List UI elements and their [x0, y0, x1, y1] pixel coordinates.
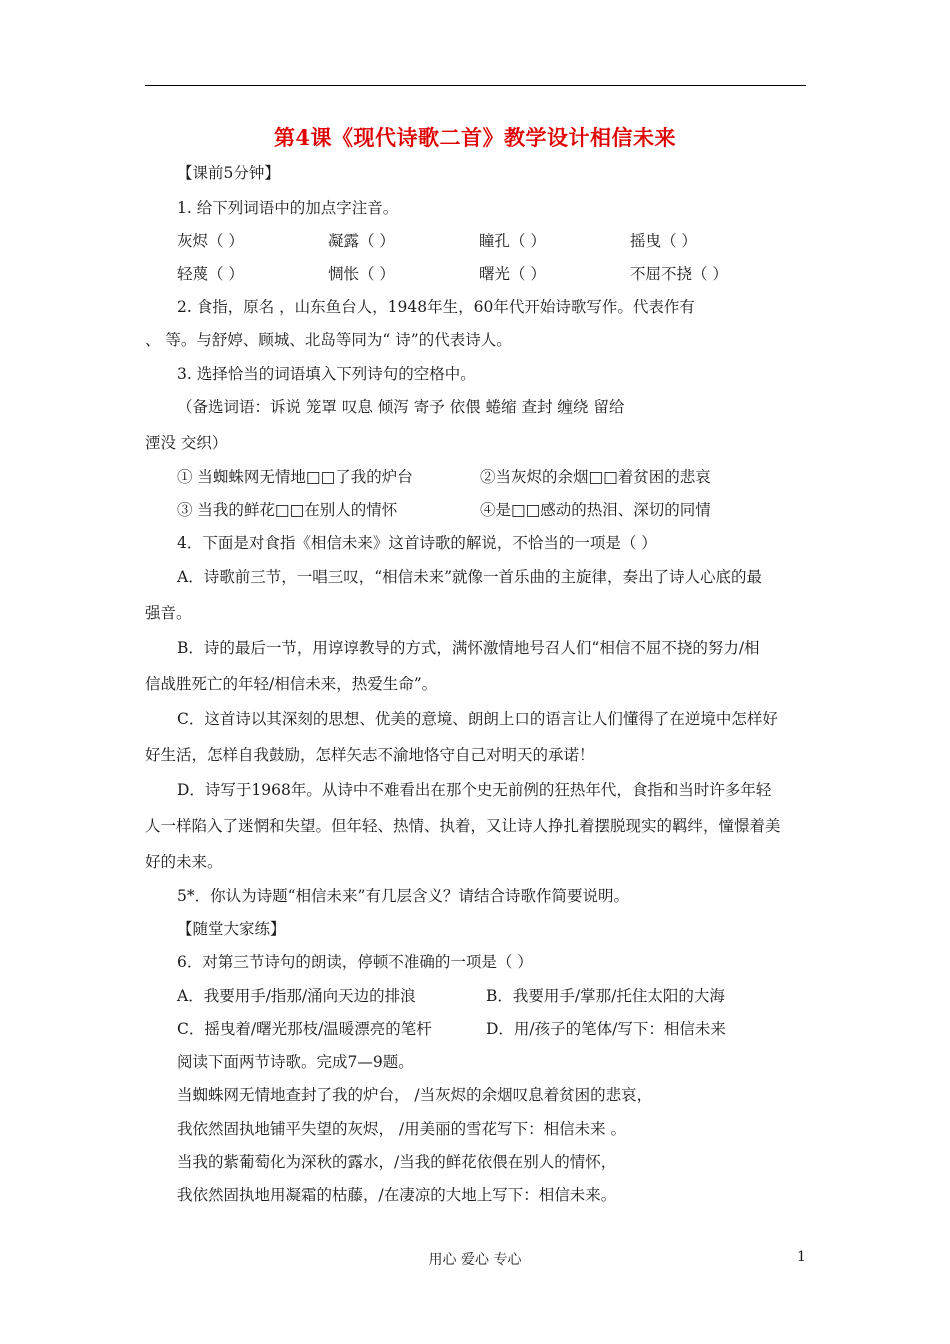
reading-intro: 阅读下面两节诗歌。完成7—9题。 — [177, 1053, 414, 1071]
q6-prompt: 6．对第三节诗句的朗读，停顿不准确的一项是（ ） — [177, 953, 533, 971]
header-rule — [145, 85, 806, 86]
q6-option: C．摇曳着/曙光那枝/温暖漂亮的笔杆 — [177, 1020, 432, 1038]
q3-word-bank: （备选词语：诉说 笼罩 叹息 倾泻 寄予 依偎 蜷缩 查封 缠绕 留给 — [177, 398, 625, 416]
page-title: 第4课《现代诗歌二首》教学设计相信未来 — [273, 125, 677, 150]
q1-item: 摇曳（ ） — [630, 232, 697, 250]
q4-option: 人一样陷入了迷惘和失望。但年轻、热情、执着，又让诗人挣扎着摆脱现实的羁绊，憧憬着美 — [145, 817, 781, 835]
q2-line: 、 等。与舒婷、顾城、北岛等同为“ 诗”的代表诗人。 — [145, 331, 512, 349]
q1-prompt: 1. 给下列词语中的加点字注音。 — [177, 199, 399, 217]
poem-line: 当我的紫葡萄化为深秋的露水，/当我的鲜花依偎在别人的情怀， — [177, 1153, 617, 1171]
q4-option: 信战胜死亡的年轻/相信未来，热爱生命”。 — [145, 675, 438, 693]
poem-line: 我依然固执地铺平失望的灰烬， /用美丽的雪花写下：相信未来 。 — [177, 1120, 627, 1138]
q3-sentence: ②当灰烬的余烟□□着贫困的悲哀 — [480, 468, 711, 486]
q1-item: 轻蔑（ ） — [177, 265, 244, 283]
q3-word-bank: 湮没 交织） — [145, 434, 228, 452]
q4-option: 好生活，怎样自我鼓励，怎样矢志不渝地恪守自己对明天的承诺！ — [145, 746, 595, 764]
q4-option: 好的未来。 — [145, 853, 223, 871]
q3-sentence: ④是□□感动的热泪、深切的同情 — [480, 501, 711, 519]
q4-prompt: 4．下面是对食指《相信未来》这首诗歌的解说，不恰当的一项是（ ） — [177, 534, 657, 552]
section-heading-in-class: 【随堂大家练】 — [177, 920, 286, 938]
q2-line: 2. 食指，原名 ，山东鱼台人，1948年生，60年代开始诗歌写作。代表作有 — [177, 298, 695, 316]
q6-option: D．用/孩子的笔体/写下：相信未来 — [486, 1020, 726, 1038]
q3-sentence: ③ 当我的鲜花□□在别人的情怀 — [177, 501, 398, 519]
q4-option: A．诗歌前三节，一唱三叹，“相信未来”就像一首乐曲的主旋律，奏出了诗人心底的最 — [177, 568, 763, 586]
q4-option: 强音。 — [145, 604, 192, 622]
section-heading-pre-class: 【课前5分钟】 — [177, 164, 280, 182]
q3-sentence: ① 当蜘蛛网无情地□□了我的炉台 — [177, 468, 413, 486]
q6-option: A．我要用手/指那/涌向天边的排浪 — [177, 987, 416, 1005]
poem-line: 当蜘蛛网无情地查封了我的炉台， /当灰烬的余烟叹息着贫困的悲哀， — [177, 1086, 653, 1104]
q1-item: 惆怅（ ） — [328, 265, 395, 283]
q4-option: C．这首诗以其深刻的思想、优美的意境、朗朗上口的语言让人们懂得了在逆境中怎样好 — [177, 710, 778, 728]
q4-option: D．诗写于1968年。从诗中不难看出在那个史无前例的狂热年代，食指和当时许多年轻 — [177, 781, 772, 799]
q3-prompt: 3. 选择恰当的词语填入下列诗句的空格中。 — [177, 365, 476, 383]
q5-prompt: 5*．你认为诗题“相信未来”有几层含义？请结合诗歌作简要说明。 — [177, 887, 629, 905]
poem-line: 我依然固执地用凝霜的枯藤，/在凄凉的大地上写下：相信未来。 — [177, 1186, 617, 1204]
q1-item: 不屈不挠（ ） — [630, 265, 728, 283]
page-footer: 用心 爱心 专心 — [428, 1252, 522, 1268]
page-number: 1 — [797, 1249, 806, 1265]
q6-option: B．我要用手/掌那/托住太阳的大海 — [486, 987, 725, 1005]
q1-item: 灰烬（ ） — [177, 232, 244, 250]
q1-item: 瞳孔（ ） — [479, 232, 546, 250]
q1-item: 凝露（ ） — [328, 232, 395, 250]
q4-option: B．诗的最后一节，用谆谆教导的方式，满怀激情地号召人们“相信不屈不挠的努力/相 — [177, 639, 760, 657]
q1-item: 曙光（ ） — [479, 265, 546, 283]
